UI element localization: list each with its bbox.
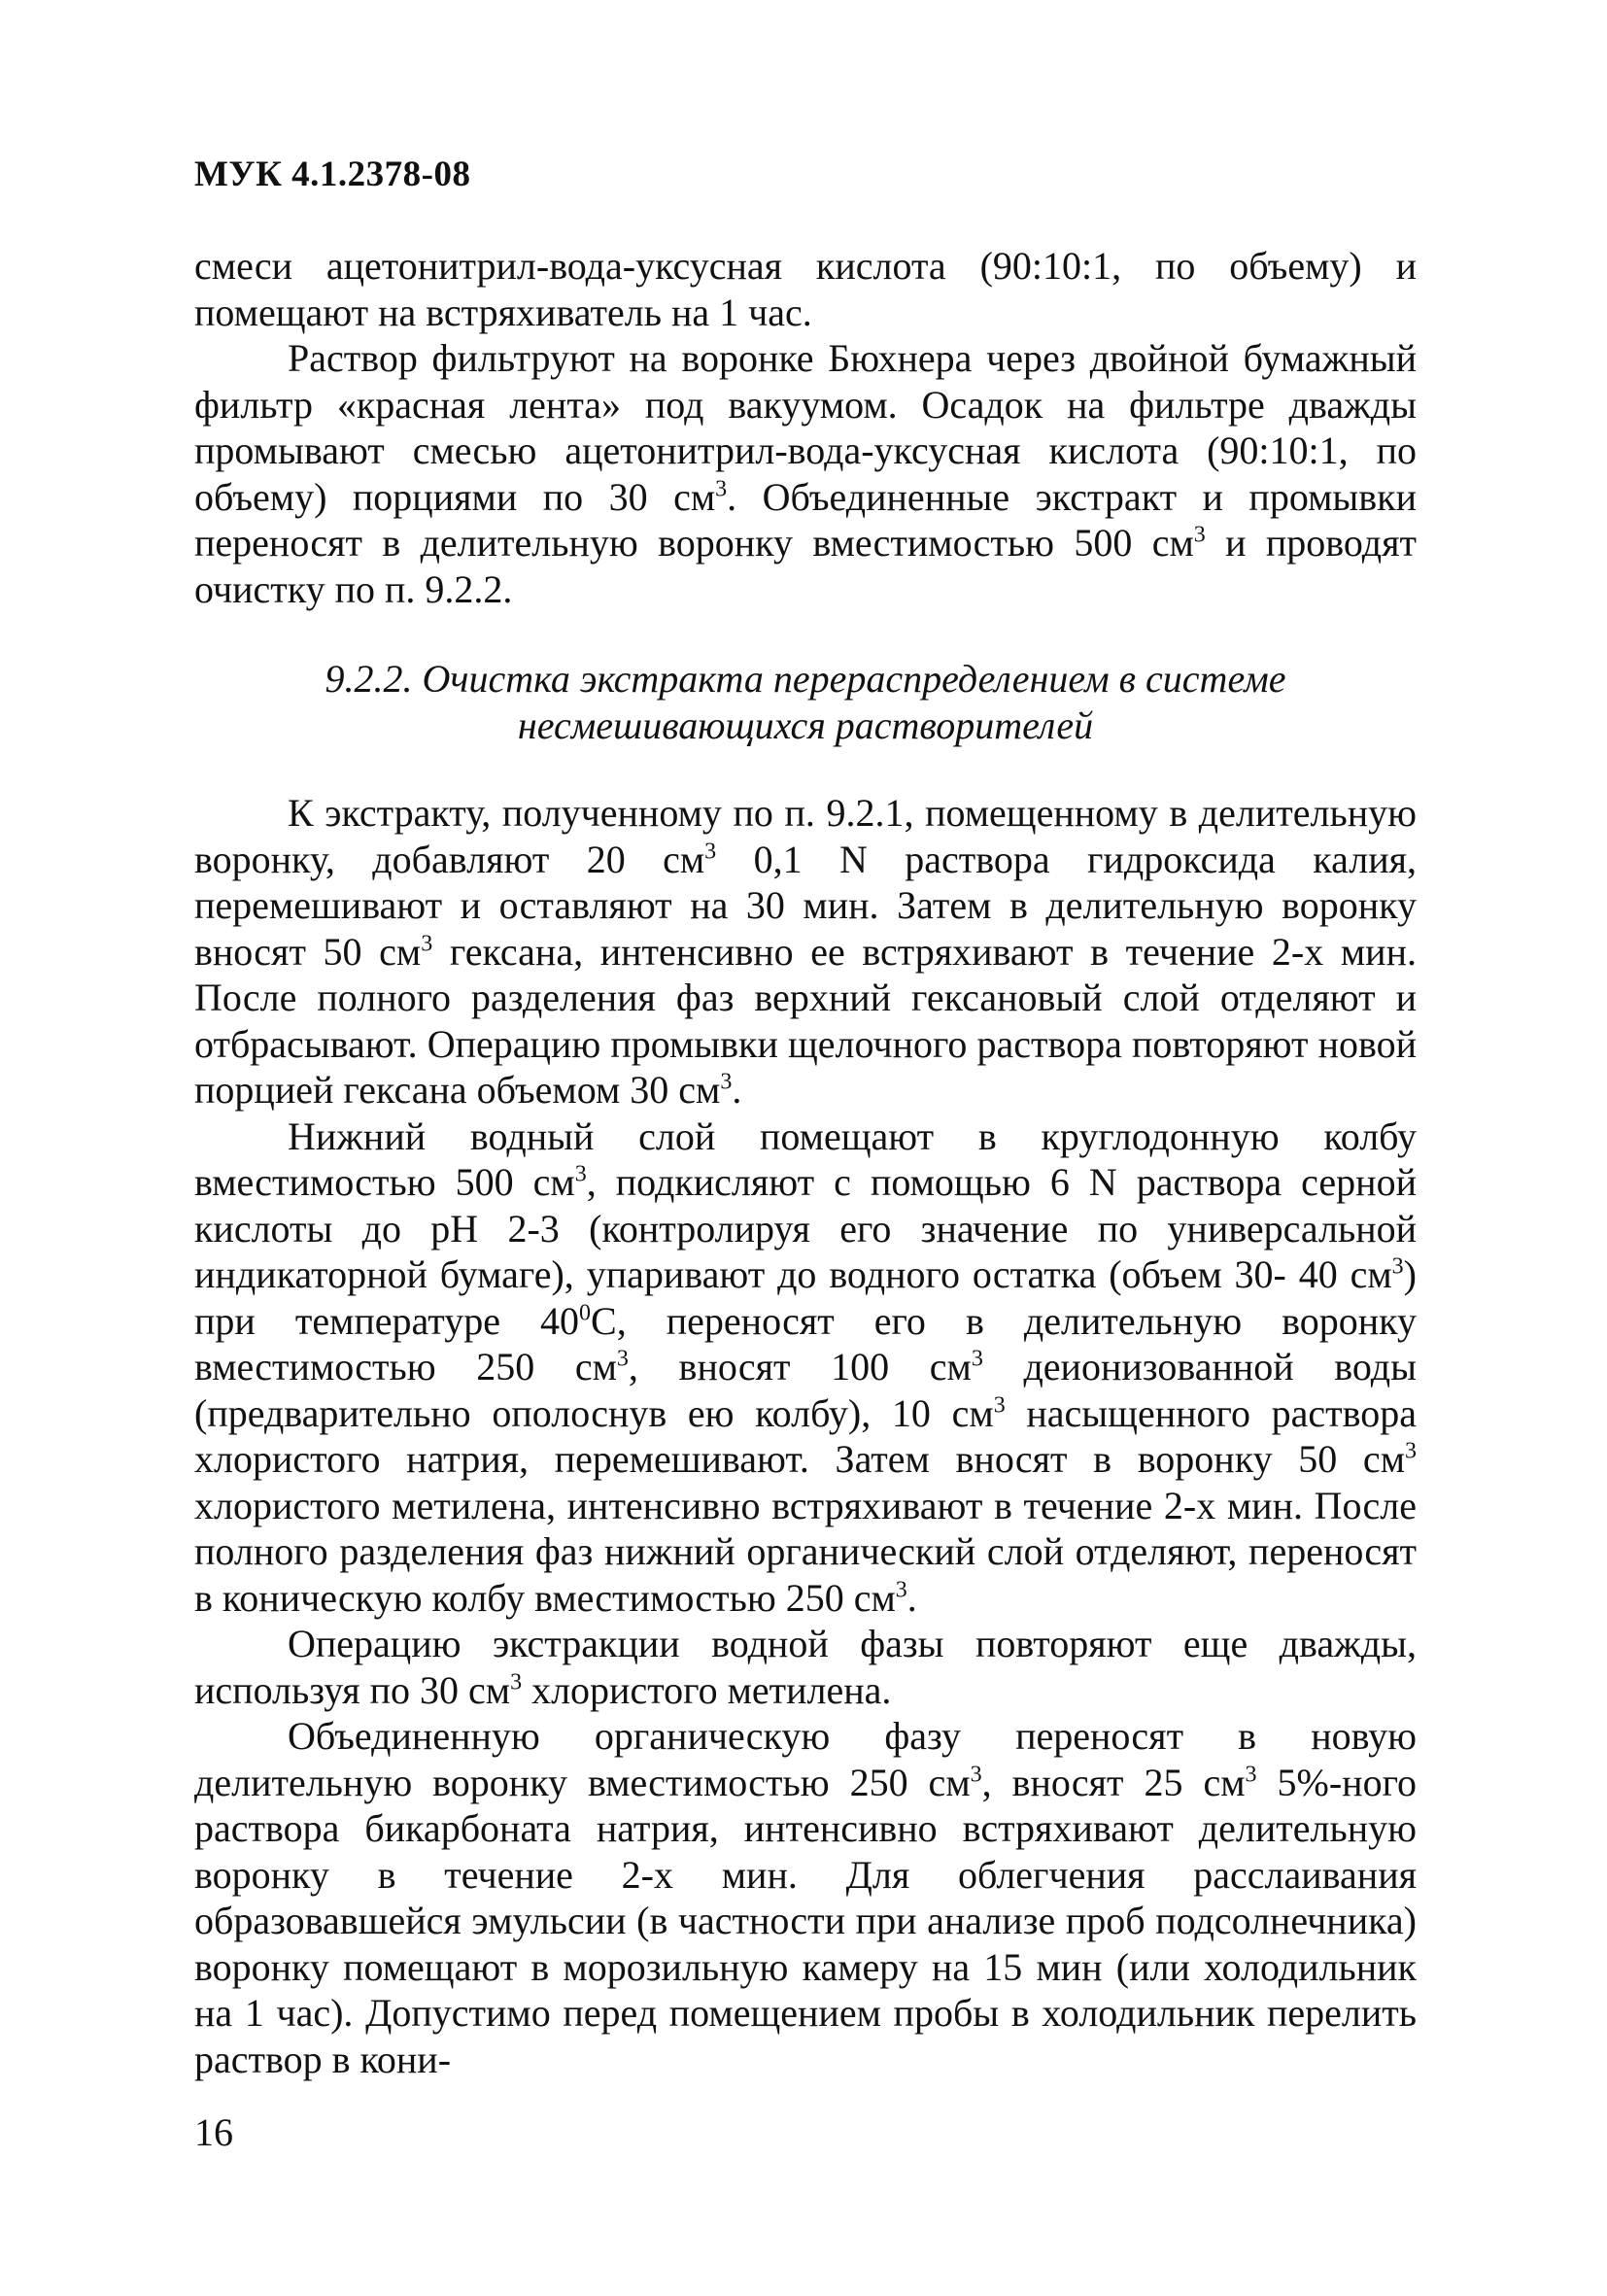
- paragraph-text: Объединенную органическую фазу переносят в новую делительную воронку вместимостью 250 см: [194, 1714, 1417, 1804]
- paragraph-text: смеси ацетонитрил-вода-уксусная кислота (90:10:1, по объему) и помещают на встряхиватель на 1 час.: [194, 244, 1417, 334]
- paragraph-extract-alkali: [194, 790, 1417, 1114]
- document-body: [194, 243, 1417, 2082]
- degree-superscript: 0: [579, 1300, 592, 1326]
- paragraph-text: , подкисляют с помощью 6 N раствора серной кислоты до pH 2-3 (контролируя его значение по универсальной индикаторной бумаге), упаривают до водного остатка (объем 30- 40 см: [194, 1160, 1417, 1296]
- paragraph-text: . Объединенные экстракт и промывки переносят в делительную воронку вместимостью 500 см: [194, 474, 1417, 565]
- paragraph-text: .: [732, 1068, 742, 1112]
- document-code-header: МУК 4.1.2378-08: [194, 154, 471, 194]
- superscript: 3: [574, 1161, 587, 1187]
- paragraph-text: С, переносят его в делительную воронку вместимостью 250 см: [194, 1298, 1417, 1388]
- paragraph-text: Раствор фильтруют на воронке Бюхнера через двойной бумажный фильтр «красная лента» под вакуумом. Осадок на фильтре дважды промывают смесью ацетонитрил-вода-уксусная кислота (90:10:1, по объему) порциями по 30 см: [194, 336, 1417, 519]
- superscript: 3: [1193, 522, 1206, 548]
- paragraph-text: хлористого метилена.: [522, 1667, 892, 1712]
- paragraph-text: деионизованной воды (предварительно ополоснув ею колбу), 10 см: [194, 1345, 1417, 1435]
- paragraph-text: и проводят очистку по п. 9.2.2.: [194, 521, 1417, 611]
- superscript: 3: [1391, 1253, 1404, 1280]
- superscript: 3: [971, 1346, 983, 1372]
- paragraph-filtration: [194, 335, 1417, 612]
- paragraph-text: ) при температуре 40: [194, 1252, 1417, 1343]
- section-title-line2: несмешивающихся растворителей: [517, 703, 1094, 747]
- superscript: 3: [715, 476, 728, 502]
- paragraph-aqueous-layer: [194, 1114, 1417, 1622]
- paragraph-text: Нижний водный слой помещают в круглодонную колбу вместимостью 500 см: [194, 1114, 1417, 1204]
- paragraph-continuation: [194, 243, 1417, 335]
- superscript: 3: [421, 931, 433, 957]
- section-heading: [194, 656, 1417, 749]
- paragraph-organic-phase: [194, 1713, 1417, 2082]
- paragraph-text: , вносят 100 см: [628, 1345, 972, 1388]
- superscript: 3: [720, 1069, 733, 1095]
- superscript: 3: [970, 1762, 982, 1788]
- superscript: 3: [616, 1346, 629, 1372]
- page-number: 16: [194, 2110, 233, 2154]
- paragraph-text: 0,1 N раствора гидроксида калия, перемешивают и оставляют на 30 мин. Затем в делительную воронку вносят 50 см: [194, 837, 1417, 974]
- superscript: 3: [993, 1392, 1006, 1419]
- paragraph-repeat-extraction: [194, 1621, 1417, 1713]
- superscript: 3: [510, 1669, 523, 1696]
- paragraph-text: .: [906, 1575, 917, 1620]
- superscript: 3: [1245, 1762, 1257, 1788]
- section-title-line1: 9.2.2. Очистка экстракта перераспределением в системе: [325, 657, 1286, 701]
- paragraph-text: хлористого метилена, интенсивно встряхивают в течение 2-х мин. После полного разделения фаз нижний органический слой отделяют, переносят в коническую колбу вместимостью 250 см: [194, 1483, 1417, 1620]
- superscript: 3: [895, 1577, 907, 1603]
- paragraph-text: насыщенного раствора хлористого натрия, перемешивают. Затем вносят в воронку 50 см: [194, 1390, 1417, 1481]
- paragraph-text: гексана, интенсивно ее встряхивают в течение 2-х мин. После полного разделения фаз верхний гексановый слой отделяют и отбрасывают. Операцию промывки щелочного раствора повторяют новой порцией гексана объемом 30 см: [194, 929, 1417, 1112]
- superscript: 3: [704, 839, 717, 865]
- paragraph-text: Операцию экстракции водной фазы повторяют еще дважды, используя по 30 см: [194, 1622, 1417, 1712]
- paragraph-text: 5%-ного раствора бикарбоната натрия, интенсивно встряхивают делительную воронку в течение 2-х мин. Для облегчения расслаивания образовавшейся эмульсии (в частности при анализе проб подсолнечника) воронку помещают в морозильную камеру на 15 мин (или холодильник на 1 час). Допустимо перед помещением пробы в холодильник перелить раствор в кони-: [194, 1760, 1417, 2081]
- paragraph-text: , вносят 25 см: [981, 1760, 1246, 1804]
- paragraph-text: К экстракту, полученному по п. 9.2.1, помещенному в делительную воронку, добавляют 20 см: [194, 791, 1417, 881]
- superscript: 3: [1405, 1438, 1417, 1464]
